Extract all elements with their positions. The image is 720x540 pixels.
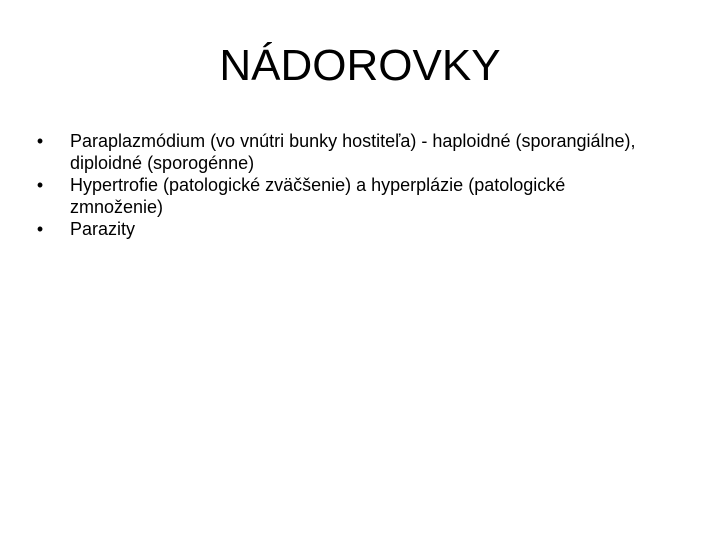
slide-title: NÁDOROVKY bbox=[219, 41, 501, 90]
bullet-item bbox=[30, 130, 650, 174]
bullet-item bbox=[30, 218, 650, 240]
bullet-list bbox=[30, 130, 650, 240]
bullet-text: Hypertrofie (patologické zväčšenie) a hyperplázie (patologické zmnoženie) bbox=[70, 175, 566, 217]
bullet-icon: • bbox=[36, 219, 44, 239]
bullet-item bbox=[30, 174, 650, 218]
bullet-text: Paraplazmódium (vo vnútri bunky hostiteľa) - haploidné (sporangiálne), diploidné (sporogénne) bbox=[70, 131, 636, 173]
bullet-text: Parazity bbox=[70, 219, 136, 239]
bullet-icon: • bbox=[36, 175, 44, 195]
bullet-icon: • bbox=[36, 131, 44, 151]
